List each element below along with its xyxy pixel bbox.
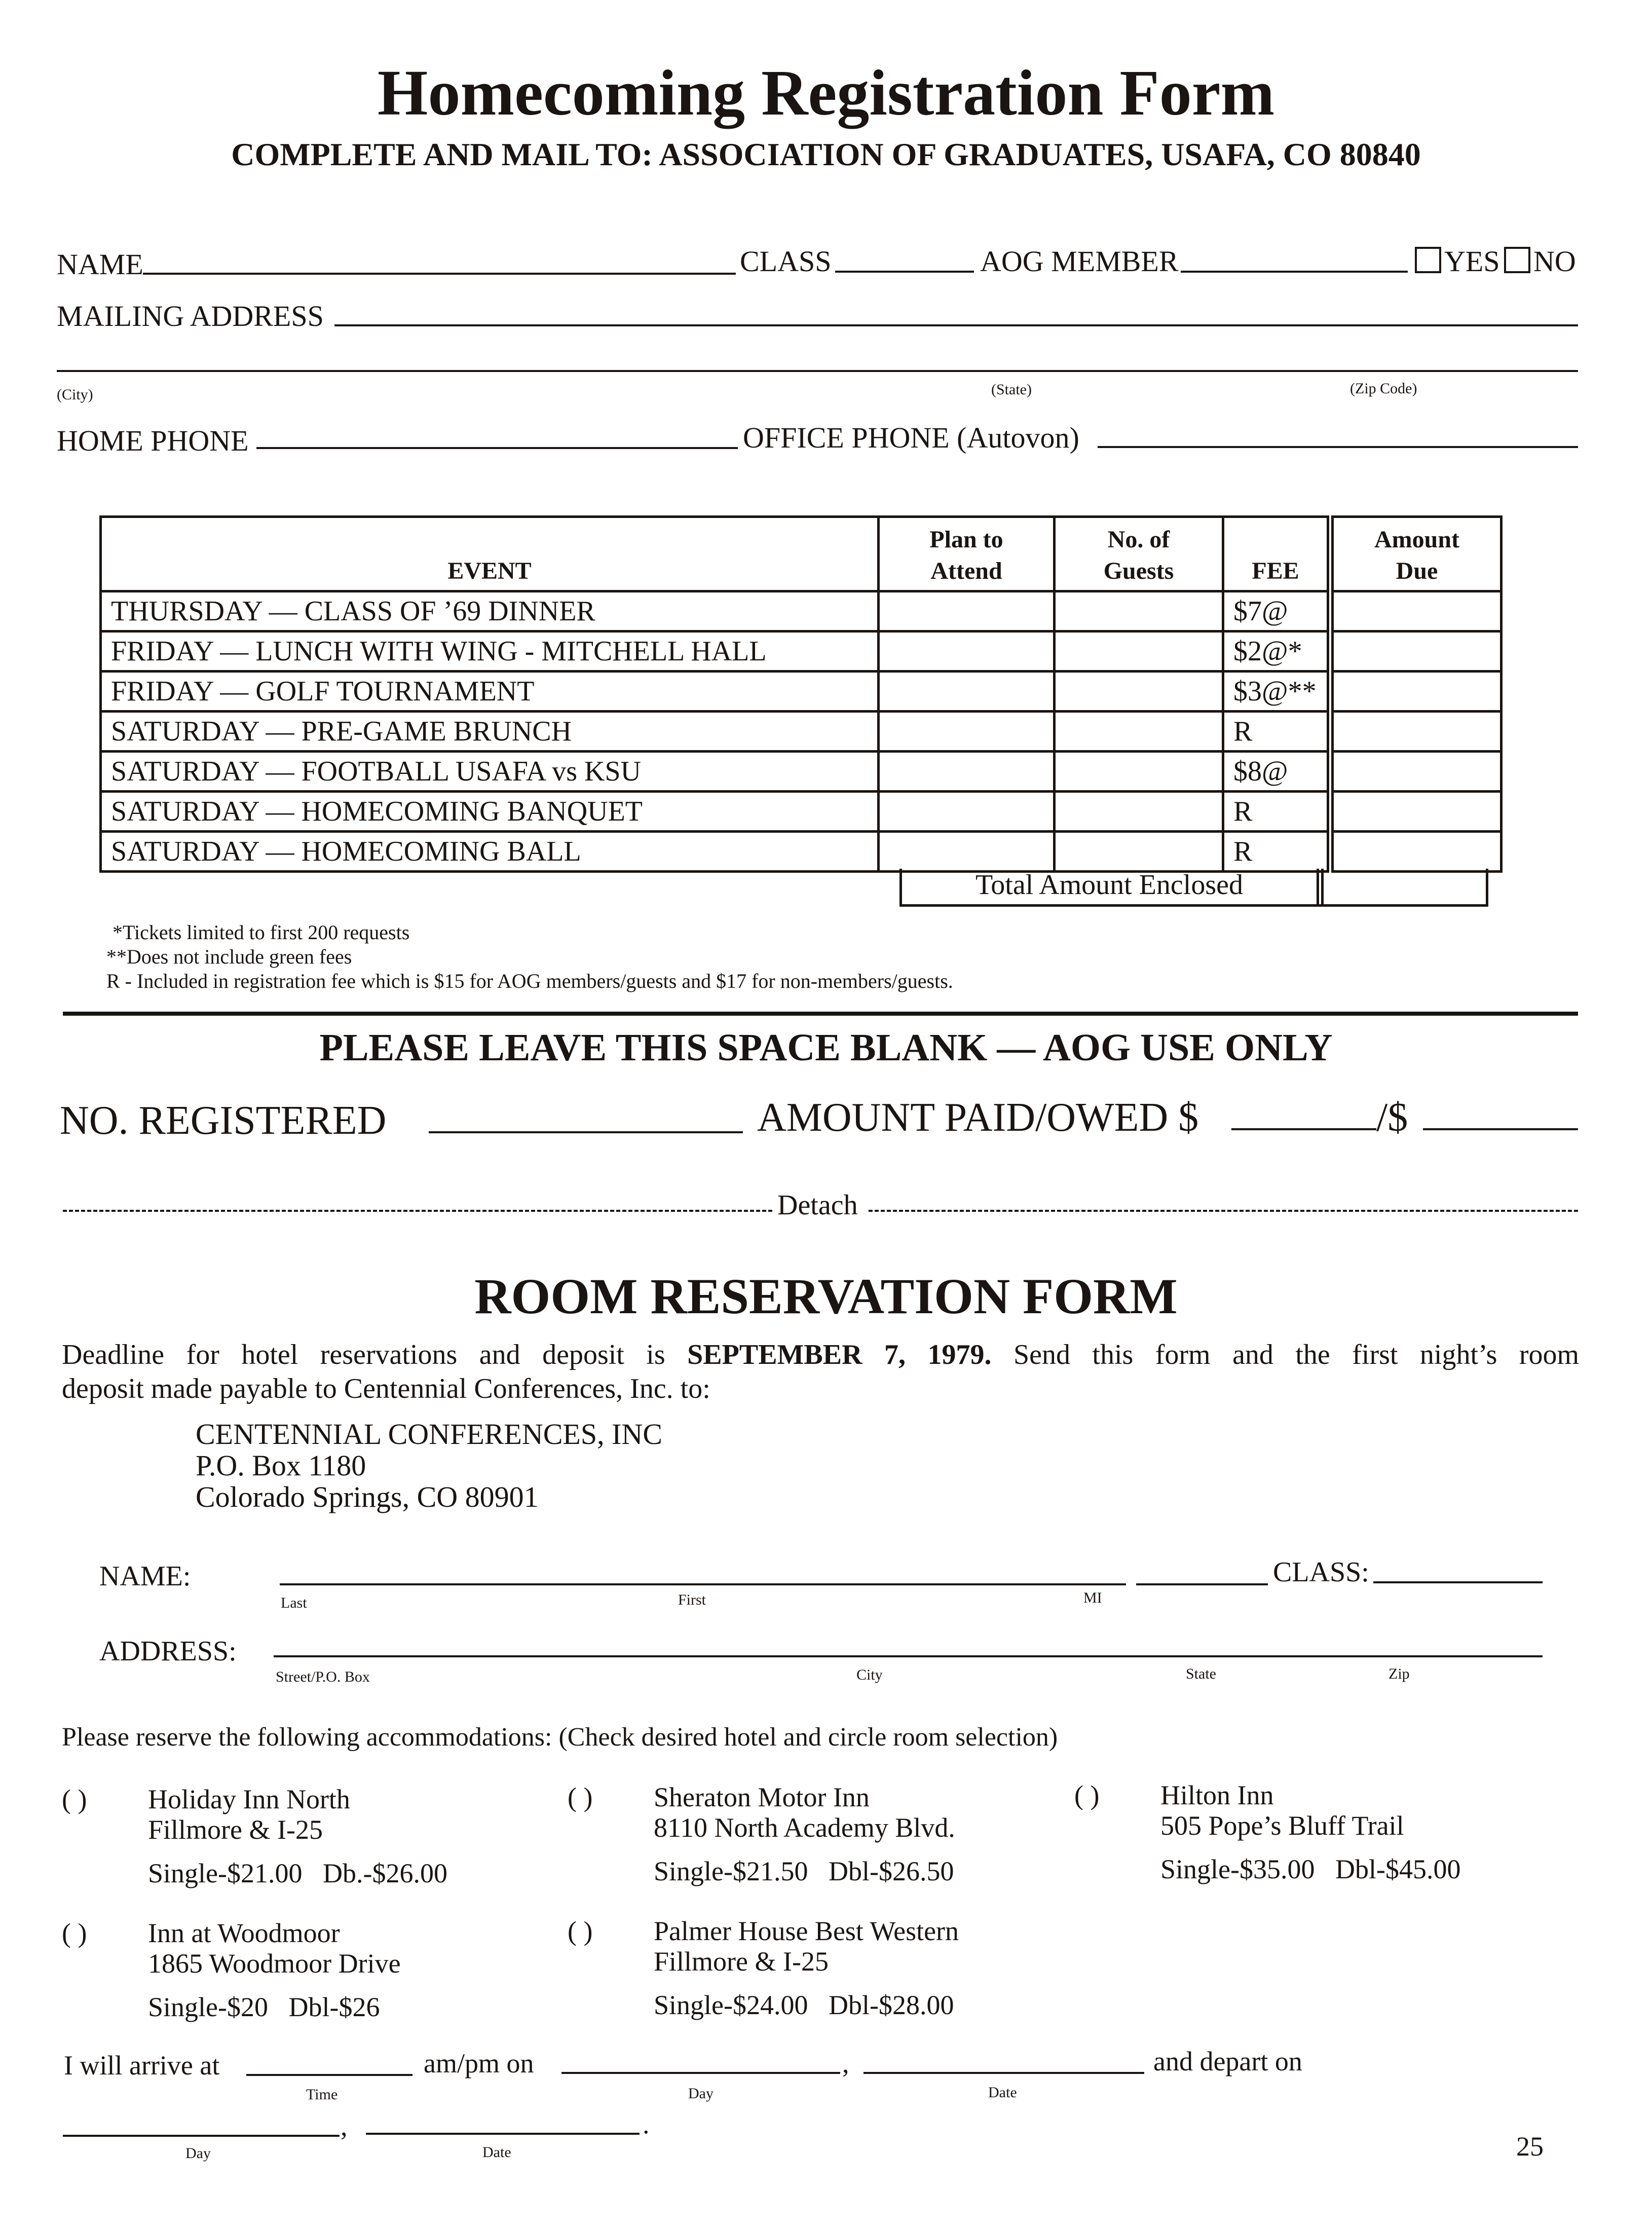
- arrive-time-field[interactable]: [246, 2074, 412, 2076]
- aog-yes-option[interactable]: [1415, 244, 1500, 278]
- mi-caption: MI: [1083, 1589, 1102, 1606]
- guests-cell[interactable]: [1055, 792, 1223, 832]
- double-rate[interactable]: Dbl-$45.00: [1335, 1854, 1461, 1884]
- hotel-checkbox[interactable]: ( ): [568, 1916, 593, 1946]
- yes-label: YES: [1444, 245, 1500, 278]
- fee-cell: R: [1223, 832, 1331, 872]
- amount-due-cell[interactable]: [1330, 832, 1501, 872]
- aog-use-only-title: PLEASE LEAVE THIS SPACE BLANK — AOG USE ONLY: [319, 1026, 1333, 1069]
- first-caption: First: [678, 1591, 706, 1608]
- fee-cell: $2@*: [1223, 632, 1331, 672]
- due-column-header: Amount Due: [1330, 517, 1501, 591]
- guests-cell[interactable]: [1055, 672, 1223, 712]
- table-row: [101, 792, 1501, 832]
- arrive-comma: ,: [842, 2048, 849, 2079]
- hotel-name: Inn at Woodmoor: [148, 1918, 340, 1948]
- page-number: 25: [1516, 2131, 1544, 2162]
- single-rate[interactable]: Single-$20: [148, 1992, 268, 2022]
- zip-caption-room: Zip: [1388, 1665, 1410, 1682]
- event-name: FRIDAY — GOLF TOURNAMENT: [101, 672, 879, 712]
- double-rate[interactable]: Dbl-$26: [288, 1992, 380, 2022]
- room-form-title: ROOM RESERVATION FORM: [474, 1268, 1178, 1324]
- detach-line-right: [869, 1210, 1578, 1212]
- hotel-checkbox[interactable]: ( ): [568, 1782, 593, 1812]
- home-phone-label: HOME PHONE: [57, 424, 249, 457]
- single-rate[interactable]: Single-$21.50: [654, 1856, 808, 1886]
- arrive-day-field[interactable]: [561, 2072, 840, 2074]
- no-registered-field: [429, 1131, 743, 1133]
- total-separator: [1317, 869, 1324, 904]
- room-name-label: NAME:: [99, 1561, 191, 1592]
- guests-cell[interactable]: [1055, 591, 1223, 632]
- home-phone-field[interactable]: [256, 447, 738, 449]
- centennial-address-line1: CENTENNIAL CONFERENCES, INC: [196, 1418, 663, 1451]
- double-rate[interactable]: Db.-$26.00: [323, 1858, 447, 1888]
- detach-label: Detach: [777, 1190, 858, 1221]
- events-table: [99, 515, 1503, 873]
- hotel-address: 1865 Woodmoor Drive: [148, 1948, 401, 1979]
- arrive-day-caption: Day: [688, 2085, 714, 2102]
- yes-checkbox[interactable]: [1415, 247, 1441, 273]
- hotel-checkbox[interactable]: ( ): [1074, 1780, 1100, 1810]
- hotel-checkbox[interactable]: ( ): [62, 1918, 87, 1948]
- detach-line-left: [63, 1210, 772, 1212]
- arrive-date-caption: Date: [988, 2084, 1017, 2101]
- depart-date-field[interactable]: [366, 2133, 640, 2135]
- depart-period: .: [643, 2109, 650, 2139]
- form-subtitle: COMPLETE AND MAIL TO: ASSOCIATION OF GRADUATES, USAFA, CO 80840: [231, 136, 1421, 172]
- zip-caption: (Zip Code): [1350, 380, 1417, 397]
- note-green-fees: **Does not include green fees: [106, 945, 352, 968]
- mailing-address-line2-field[interactable]: [57, 370, 1578, 372]
- guests-column-header: No. of Guests: [1055, 517, 1223, 591]
- state-caption-room: State: [1186, 1665, 1216, 1682]
- depart-day-field[interactable]: [63, 2135, 340, 2137]
- event-name: THURSDAY — CLASS OF ’69 DINNER: [101, 591, 879, 632]
- amount-due-cell[interactable]: [1330, 752, 1501, 792]
- deadline-paragraph-line1: [62, 1338, 1579, 1371]
- office-phone-field[interactable]: [1098, 446, 1578, 448]
- centennial-address-line2: P.O. Box 1180: [196, 1449, 366, 1482]
- deadline-text-a: Deadline for hotel reservations and deposit is: [62, 1339, 665, 1370]
- depart-comma: ,: [341, 2111, 348, 2141]
- event-name: FRIDAY — LUNCH WITH WING - MITCHELL HALL: [101, 632, 879, 672]
- guests-cell[interactable]: [1055, 752, 1223, 792]
- plan-to-attend-cell[interactable]: [879, 672, 1055, 712]
- event-name: SATURDAY — FOOTBALL USAFA vs KSU: [101, 752, 879, 792]
- depart-label: and depart on: [1153, 2046, 1302, 2076]
- amount-due-cell[interactable]: [1330, 632, 1501, 672]
- room-address-label: ADDRESS:: [99, 1636, 237, 1667]
- form-title: Homecoming Registration Form: [377, 57, 1275, 129]
- amount-paid-label: AMOUNT PAID/OWED $: [757, 1095, 1199, 1140]
- ampm-label: am/pm on: [424, 2048, 534, 2079]
- city-caption-room: City: [856, 1666, 883, 1683]
- room-class-label: CLASS:: [1273, 1556, 1369, 1588]
- double-rate[interactable]: Dbl-$26.50: [829, 1856, 954, 1886]
- class-field[interactable]: [835, 271, 974, 273]
- plan-to-attend-cell[interactable]: [879, 591, 1055, 632]
- fee-cell: R: [1223, 712, 1331, 752]
- plan-to-attend-cell[interactable]: [879, 752, 1055, 792]
- table-row: [101, 752, 1501, 792]
- amount-due-cell[interactable]: [1330, 792, 1501, 832]
- plan-column-header: Plan to Attend: [879, 517, 1055, 591]
- centennial-address-line3: Colorado Springs, CO 80901: [196, 1480, 539, 1513]
- plan-to-attend-cell[interactable]: [879, 792, 1055, 832]
- hotel-name: Sheraton Motor Inn: [654, 1782, 870, 1812]
- hotel-address: 8110 North Academy Blvd.: [654, 1812, 955, 1843]
- guests-cell[interactable]: [1055, 712, 1223, 752]
- total-amount-row: [899, 869, 1488, 907]
- amount-owed-label: /$: [1376, 1095, 1408, 1140]
- hotel-option-hilton: [1074, 1780, 1461, 1884]
- total-amount-label: Total Amount Enclosed: [975, 869, 1243, 901]
- hotel-option-holiday-inn: [62, 1784, 447, 1888]
- mailing-address-label: MAILING ADDRESS: [57, 300, 324, 332]
- event-column-header: EVENT: [101, 517, 879, 591]
- single-rate[interactable]: Single-$24.00: [654, 1990, 808, 2020]
- last-caption: Last: [281, 1594, 307, 1611]
- amount-paid-field: [1231, 1128, 1376, 1130]
- table-row: [101, 632, 1501, 672]
- aog-member-label: AOG MEMBER: [980, 245, 1179, 278]
- class-label: CLASS: [740, 245, 832, 278]
- aog-no-option[interactable]: [1504, 244, 1576, 278]
- state-caption: (State): [991, 381, 1032, 398]
- plan-to-attend-cell[interactable]: [879, 632, 1055, 672]
- fee-cell: R: [1223, 792, 1331, 832]
- amount-due-cell[interactable]: [1330, 712, 1501, 752]
- office-phone-label: OFFICE PHONE (Autovon): [743, 421, 1079, 454]
- guests-cell[interactable]: [1055, 632, 1223, 672]
- room-name-field[interactable]: [280, 1583, 1126, 1585]
- hotel-name: Hilton Inn: [1160, 1780, 1274, 1810]
- fee-cell: $8@: [1223, 752, 1331, 792]
- table-row: [101, 591, 1501, 632]
- street-caption: Street/P.O. Box: [276, 1668, 370, 1685]
- section-divider: [63, 1012, 1578, 1016]
- room-address-field[interactable]: [274, 1655, 1543, 1657]
- mailing-address-field[interactable]: [334, 324, 1578, 326]
- single-rate[interactable]: Single-$21.00: [148, 1858, 303, 1888]
- hotel-option-sheraton: [568, 1782, 955, 1886]
- table-row: [101, 672, 1501, 712]
- no-checkbox[interactable]: [1504, 247, 1530, 273]
- deadline-date: SEPTEMBER 7, 1979.: [687, 1339, 992, 1370]
- event-name: SATURDAY — HOMECOMING BALL: [101, 832, 879, 872]
- note-registration-fee: R - Included in registration fee which is $15 for AOG members/guests and $17 for non-members/guests.: [106, 970, 953, 992]
- depart-date-caption: Date: [482, 2144, 511, 2161]
- fee-cell: $3@**: [1223, 672, 1331, 712]
- hotel-name: Holiday Inn North: [148, 1784, 350, 1814]
- name-label: NAME: [57, 248, 143, 281]
- accommodations-instruction: Please reserve the following accommodations: (Check desired hotel and circle room selection): [62, 1723, 1058, 1752]
- name-field[interactable]: [143, 273, 736, 275]
- aog-member-field[interactable]: [1181, 271, 1408, 273]
- guests-cell[interactable]: [1055, 832, 1223, 872]
- plan-to-attend-cell[interactable]: [879, 832, 1055, 872]
- no-registered-label: NO. REGISTERED: [60, 1098, 387, 1143]
- hotel-option-inn-at-woodmoor: [62, 1918, 401, 2022]
- room-class-field[interactable]: [1373, 1581, 1543, 1583]
- plan-to-attend-cell[interactable]: [879, 712, 1055, 752]
- hotel-address: 505 Pope’s Bluff Trail: [1160, 1810, 1404, 1841]
- event-name: SATURDAY — PRE-GAME BRUNCH: [101, 712, 879, 752]
- arrive-date-field[interactable]: [863, 2072, 1144, 2074]
- arrive-label: I will arrive at: [64, 2050, 220, 2081]
- fee-cell: $7@: [1223, 591, 1331, 632]
- hotel-name: Palmer House Best Western: [654, 1916, 959, 1946]
- hotel-checkbox[interactable]: ( ): [62, 1784, 87, 1814]
- hotel-option-palmer-house: [568, 1916, 959, 2020]
- no-label: NO: [1533, 245, 1576, 278]
- deadline-paragraph-line2: deposit made payable to Centennial Conferences, Inc. to:: [62, 1373, 710, 1404]
- depart-day-caption: Day: [185, 2145, 211, 2162]
- single-rate[interactable]: Single-$35.00: [1160, 1854, 1315, 1884]
- room-name-mi-field[interactable]: [1136, 1583, 1268, 1585]
- deadline-text-b: Send this form and the first night’s room: [1013, 1339, 1580, 1370]
- amount-due-cell[interactable]: [1330, 591, 1501, 632]
- events-header-row: [101, 517, 1501, 591]
- amount-due-cell[interactable]: [1330, 672, 1501, 712]
- table-row: [101, 712, 1501, 752]
- fee-column-header: FEE: [1223, 517, 1331, 591]
- time-caption: Time: [306, 2086, 338, 2103]
- table-row: [101, 832, 1501, 872]
- amount-owed-field: [1423, 1128, 1578, 1130]
- double-rate[interactable]: Dbl-$28.00: [829, 1990, 954, 2020]
- hotel-address: Fillmore & I-25: [654, 1946, 829, 1977]
- city-caption: (City): [57, 386, 93, 403]
- note-ticket-limit: *Tickets limited to first 200 requests: [112, 921, 410, 944]
- event-name: SATURDAY — HOMECOMING BANQUET: [101, 792, 879, 832]
- hotel-address: Fillmore & I-25: [148, 1814, 323, 1845]
